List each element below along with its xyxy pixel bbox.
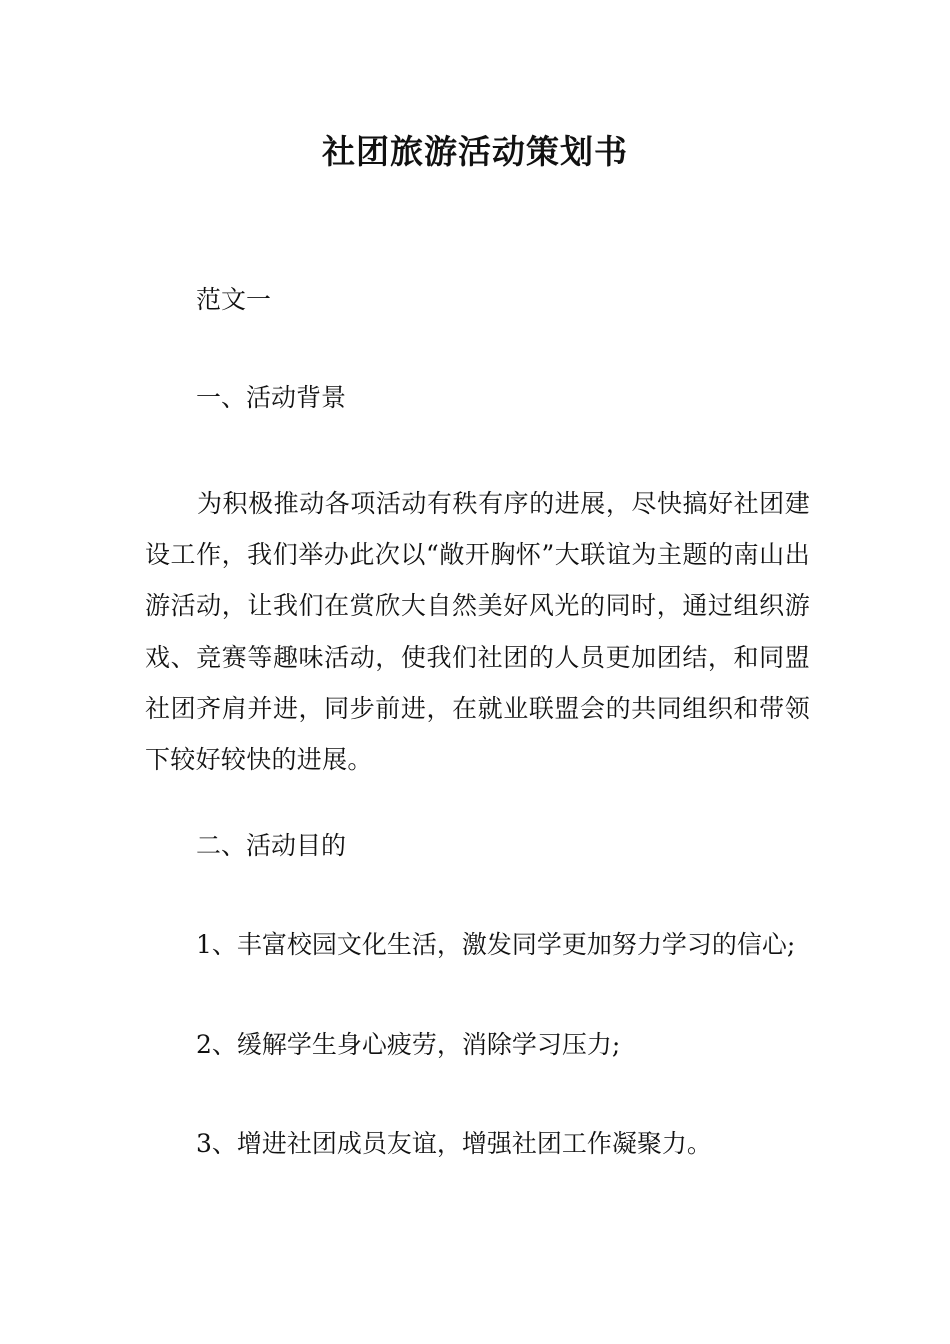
purpose-item: 3、增进社团成员友谊，增强社团工作凝聚力。 (196, 1129, 712, 1158)
sample-label: 范文一 (196, 285, 272, 314)
document-title: 社团旅游活动策划书 (322, 132, 628, 171)
background-paragraph: 为积极推动各项活动有秩有序的进展，尽快搞好社团建设工作，我们举办此次以“敞开胸怀”大联谊为主题的南山出游活动，让我们在赏欣大自然美好风光的同时，通过组织游戏、竞赛等趣味活动，使我们社团的人员更加团结，和同盟社团齐肩并进，同步前进，在就业联盟会的共同组织和带领下较好较快的进展。 (145, 489, 810, 775)
section-heading-purpose: 二、活动目的 (196, 831, 347, 860)
purpose-item: 2、缓解学生身心疲劳，消除学习压力; (196, 1030, 621, 1059)
section-heading-background: 一、活动背景 (196, 383, 347, 412)
purpose-item: 1、丰富校园文化生活，激发同学更加努力学习的信心; (196, 930, 796, 959)
